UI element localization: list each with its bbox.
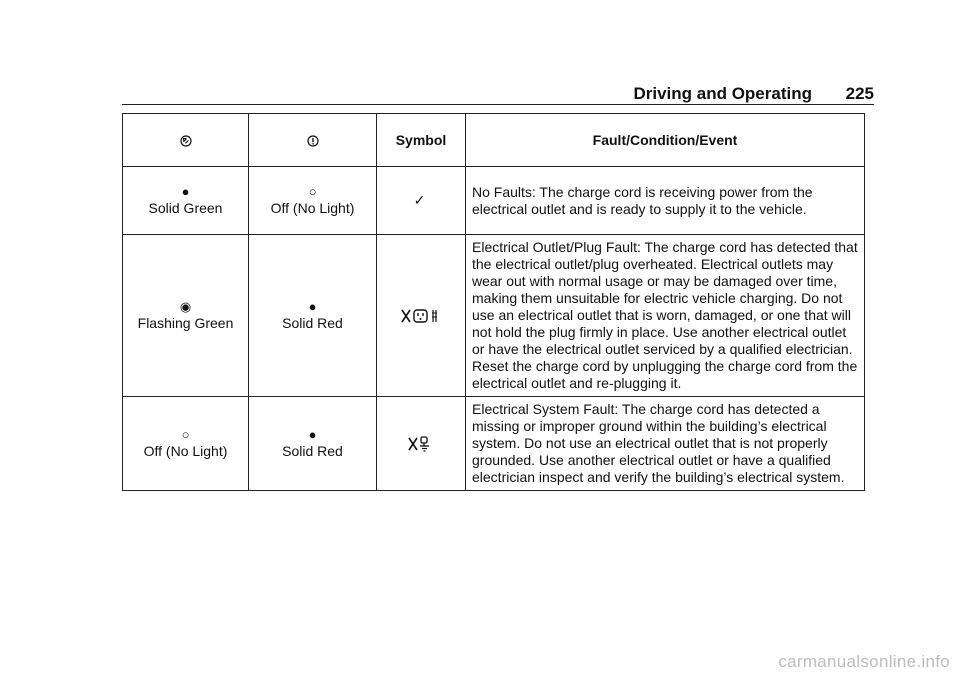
fault-status-label: Solid Red (282, 443, 343, 459)
symbol-cell (377, 167, 466, 235)
symbol-cell (377, 235, 466, 397)
ground-fault-icon (408, 436, 434, 452)
power-indicator-column-header (123, 114, 249, 167)
power-indicator-icon (180, 135, 192, 147)
charge-cord-status-table (122, 113, 865, 491)
fault-description: Electrical Outlet/Plug Fault: The charge cord has detected that the electrical outlet/plug overheated. Electrical outlets may wear out with normal usage or may be damaged over time, making them unsuitable for electric vehicle charging. Do not use an electrical outlet that is worn, damaged, or one that will not hold the plug firmly in place. Use another electrical outlet or have the electrical outlet serviced by a qualified electrician. Reset the charge cord by unplugging the charge cord from the electrical outlet and re-plugging it. (466, 235, 865, 397)
fault-indicator-column-header (249, 114, 377, 167)
solid-dot-icon: ● (181, 184, 190, 199)
fault-status-cell (249, 235, 377, 397)
fault-status-label: Solid Red (282, 315, 343, 331)
table-header-row (123, 114, 865, 167)
page-header (122, 84, 874, 105)
fault-status-cell (249, 167, 377, 235)
fault-indicator-icon (307, 135, 319, 147)
fault-status-label: Off (No Light) (270, 200, 355, 216)
section-title: Driving and Operating (633, 84, 812, 103)
table-row (123, 235, 865, 397)
symbol-cell (377, 397, 466, 491)
table-row (123, 167, 865, 235)
page-number: 225 (845, 84, 874, 103)
solid-dot-icon: ● (308, 427, 317, 442)
power-status-cell (123, 167, 249, 235)
fault-description: No Faults: The charge cord is receiving power from the electrical outlet and is ready to supply it to the vehicle. (466, 167, 865, 235)
fault-status-cell (249, 397, 377, 491)
empty-circle-icon: ○ (308, 184, 317, 199)
outlet-plug-fault-icon (401, 308, 441, 324)
power-status-label: Solid Green (148, 200, 223, 216)
power-status-label: Flashing Green (137, 315, 234, 331)
solid-dot-icon: ● (308, 299, 317, 314)
empty-circle-icon: ○ (181, 427, 190, 442)
checkmark-icon: ✓ (413, 192, 429, 208)
table-row (123, 397, 865, 491)
power-status-cell (123, 235, 249, 397)
power-status-label: Off (No Light) (143, 443, 228, 459)
watermark: carmanualsonline.info (778, 652, 950, 671)
fault-description: Electrical System Fault: The charge cord has detected a missing or improper ground within the building’s electrical system. Do not use an electrical outlet that is not properly grounded. Use another electrical outlet or have a qualified electrician inspect and verify the building’s electrical system. (466, 397, 865, 491)
fault-column-header: Fault/Condition/Event (466, 114, 865, 167)
power-status-cell (123, 397, 249, 491)
symbol-column-header: Symbol (377, 114, 466, 167)
flashing-dot-icon: ◉ (179, 299, 192, 314)
